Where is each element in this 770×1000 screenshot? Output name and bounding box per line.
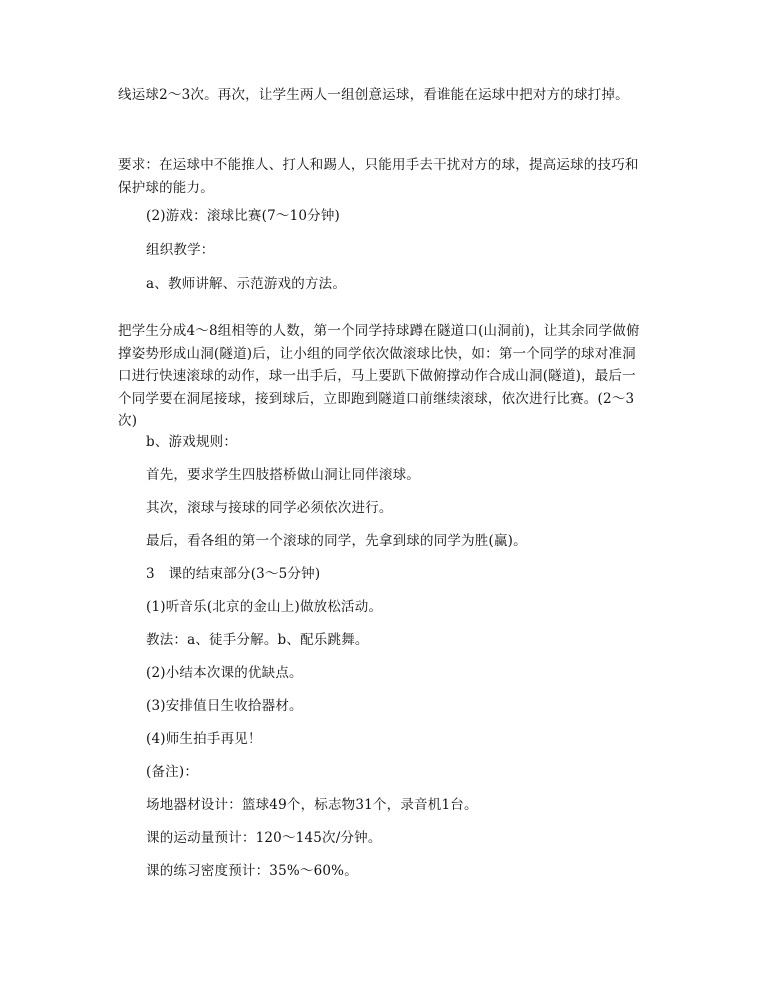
paragraph-teaching-method: 教法：a、徒手分解。b、配乐跳舞。 [146, 632, 369, 648]
paragraph-requirement: 要求：在运球中不能推人、打人和踢人，只能用手去干扰对方的球，提高运球的技巧和保护球的能力。 [118, 157, 639, 196]
paragraph-rule-last: 最后，看各组的第一个滚球的同学，先拿到球的同学为胜(赢)。 [146, 533, 527, 549]
paragraph-goodbye: (4)师生拍手再见！ [146, 731, 262, 747]
paragraph-music-relax: (1)听音乐(北京的金山上)做放松活动。 [146, 599, 383, 615]
paragraph-game-description: 把学生分成4～8组相等的人数，第一个同学持球蹲在隧道口(山洞前)，让其余同学做俯撑姿势形成山洞(隧道)后，让小组的同学依次做滚球比快，如：第一个同学的球对准洞口进行快速滚球的动作，球一出手后，马上要趴下做俯撑动作合成山洞(隧道)，最后一个同学要在洞尾接球，接到球后，立即跑到隧道口前继续滚球，依次进行比赛。(2～3次) [118, 323, 640, 429]
paragraph-dribble-continuation: 线运球2～3次。再次，让学生两人一组创意运球，看谁能在运球中把对方的球打掉。 [118, 87, 629, 103]
paragraph-summary: (2)小结本次课的优缺点。 [146, 665, 303, 681]
paragraph-game-rules: b、游戏规则： [146, 434, 238, 450]
paragraph-notes-heading: (备注)： [146, 764, 199, 780]
heading-game-rolling-ball: (2)游戏：滚球比赛(7～10分钟) [146, 208, 341, 224]
paragraph-exercise-load: 课的运动量预计：120～145次/分钟。 [146, 830, 382, 846]
paragraph-equipment: 场地器材设计：篮球49个，标志物31个，录音机1台。 [146, 797, 478, 813]
paragraph-rule-first: 首先，要求学生四肢搭桥做山洞让同伴滚球。 [146, 467, 420, 483]
paragraph-practice-density: 课的练习密度预计：35%～60%。 [146, 863, 358, 879]
heading-closing-part: 3 课的结束部分(3～5分钟) [146, 566, 321, 582]
paragraph-cleanup: (3)安排值日生收拾器材。 [146, 698, 303, 714]
paragraph-rule-second: 其次，滚球与接球的同学必须依次进行。 [146, 500, 393, 516]
paragraph-organize-teaching: 组织教学： [146, 242, 215, 258]
paragraph-teacher-explain: a、教师讲解、示范游戏的方法。 [146, 276, 347, 292]
